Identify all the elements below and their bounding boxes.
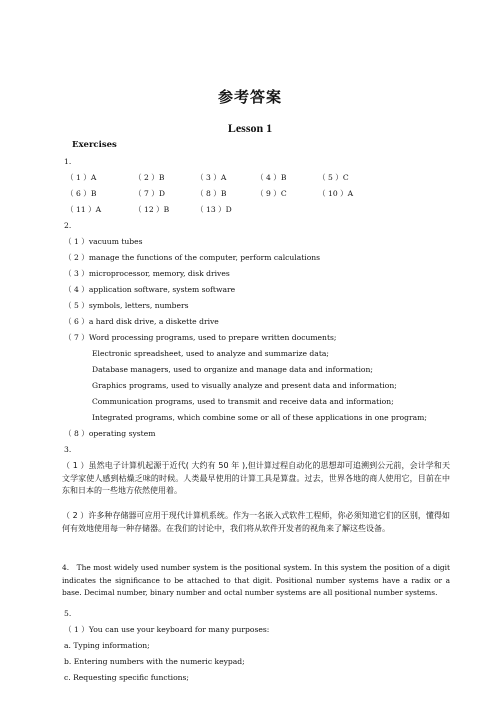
q1-number: 1. [64,157,72,166]
q2-sub-item: Communication programs, used to transmit and receive data and information; [92,397,394,406]
answer-11: （ 11 ）A [66,205,102,214]
q5-item: c. Requesting specific functions; [64,673,189,682]
answer-8: （ 8 ）B [196,189,227,198]
q2-item: （ 1 ）vacuum tubes [64,237,143,246]
page-title: 参考答案 [217,88,282,106]
answer-3: （ 3 ）A [196,173,227,182]
q2-item: （ 3 ）microprocessor, memory, disk drives [64,269,230,278]
q3-paragraph-2: （ 2 ）许多种存储器可应用于现代计算机系统。作为一名嵌入式软件工程师，你必须知道它们的区别，懂得如何有效地使用每一种存储器。在我们的讨论中，我们将从软件开发者的视角来了解这些设备。 [62,511,450,533]
answer-12: （ 12 ）B [134,205,170,214]
answer-13: （ 13 ）D [196,205,232,214]
q3-number: 3. [64,445,72,454]
q2-sub-item: Electronic spreadsheet, used to analyze and summarize data; [92,349,329,358]
exercises-heading: Exercises [72,140,117,150]
q5-item: a. Typing information; [64,641,150,650]
answer-10: （ 10 ）A [318,189,354,198]
q2-item: （ 6 ）a hard disk drive, a diskette drive [64,317,219,326]
q2-item: （ 8 ）operating system [64,429,156,438]
q2-item: （ 4 ）application software, system software [64,285,236,294]
q5-item: b. Entering numbers with the numeric keypad; [64,657,245,666]
lesson-heading: Lesson 1 [227,121,273,135]
q2-item: （ 5 ）symbols, letters, numbers [64,301,189,310]
q2-sub-item: Integrated programs, which combine some or all of these applications in one program; [92,413,427,422]
answer-1: （ 1 ）A [66,173,97,182]
q5-item: （ 1 ）You can use your keyboard for many purposes: [64,625,270,634]
answer-7: （ 7 ）D [134,189,165,198]
answer-4: （ 4 ）B [256,173,287,182]
q5-number: 5. [64,609,72,618]
q2-item: （ 2 ）manage the functions of the computer, perform calculations [64,253,321,262]
answer-9: （ 9 ）C [256,189,287,198]
q2-sub-item: Database managers, used to organize and manage data and information; [92,365,373,374]
q4-paragraph: 4. The most widely used number system is the positional system. In this system the position of a digit indicates the significance to be attached to that digit. Positional number systems have a radix or a base. Decimal number, binary number and octal number systems are all positional number systems. [62,563,450,597]
q2-sub-item: Graphics programs, used to visually analyze and present data and information; [92,381,397,390]
answer-5: （ 5 ）C [318,173,349,182]
answer-2: （ 2 ）B [134,173,165,182]
answer-6: （ 6 ）B [66,189,97,198]
q2-item: （ 7 ）Word processing programs, used to prepare written documents; [64,333,337,342]
q2-number: 2. [64,221,72,230]
q3-paragraph-1: （ 1 ）虽然电子计算机起源于近代( 大约有 50 年 ),但计算过程自动化的思想却可追溯到公元前，会计学和天文学家使人感到枯燥乏味的时候。人类最早使用的计算工具是算盘。过去，世界各地的商人使用它，目前在中东和日本的一些地方依然使用着。 [62,461,450,495]
